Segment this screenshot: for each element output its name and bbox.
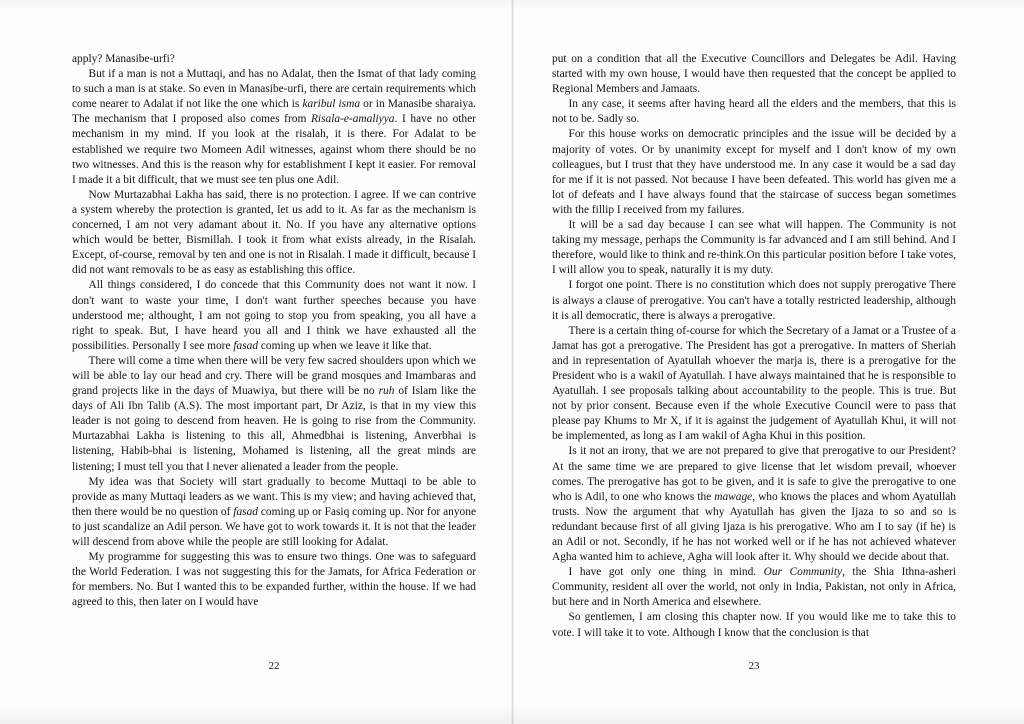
paragraph — [72, 67, 476, 188]
text-run: But if a man is not a Muttaqi, and has no Adalat, then the Ismat of that lady coming to such a man is at stake. So even in Manasibe-urfi, there are certain requirements which come nearer to Adalat if not like the one which is — [72, 68, 476, 111]
text-run: of Islam like the days of Ali Ibn Talib (A.S). The most important part, Dr Aziz, is that in my view this leader is not going to descend from heaven. He is going to rise from the Community. Murtazabhai Lakha is listening to this all, Ahmedbhai is listening, Anverbhai is listening, Habib-bhai is listening, Mohamed is listening, all the great minds are listening; I must tell you that I never alienated a leader from the people. — [72, 385, 476, 473]
page-gutter-crease — [511, 0, 514, 724]
text-run: For this house works on democratic principles and the issue will be decided by a majority of votes. Or by unanimity except for myself and I don't know of my own colleagues, but I trust that they have understood me. In any case it would be a sad day for me if it is not passed. Not because I have been defeated. This world has given me a lot of defeats and I have always found that the staircase of success began sometimes with the fillip I received from my failures. — [552, 128, 956, 216]
left-page-text-column — [72, 52, 476, 610]
right-page-text-column — [552, 52, 956, 641]
paragraph — [552, 52, 956, 97]
text-run: , the Shia Ithna-asheri Community, resident all over the world, not only in India, Pakistan, not only in Africa, but here and in North America and elsewhere. — [552, 566, 956, 609]
text-run: I forgot one point. There is no constitution which does not supply prerogative There is always a clause of prerogative. You can't have a totally restricted leadership, although it is all democratic, there is always a prerogative. — [552, 279, 956, 322]
paragraph — [72, 52, 476, 67]
italic-term: mawage — [714, 490, 753, 503]
paragraph — [72, 354, 476, 475]
text-run: Is it not an irony, that we are not prepared to give that prerogative to our President? At the same time we are prepared to give license that let wisdom prevail, whoever comes. The prerogative has got to be given, and it is safe to give the prerogative to one who is Adil, to one who knows the — [552, 445, 956, 503]
paragraph — [552, 610, 956, 640]
text-run: Now Murtazabhai Lakha has said, there is no protection. I agree. If we can contrive a system whereby the protection is granted, let us add to it. As far as the mechanism is concerned, I am not very adamant about it. No. If you have any alternative options which would be better, Bismillah. I took it from what exists already, in the Risalah. Except, of-course, removal by ten and one is not in Risalah. I made it difficult, because I did not want removals to be as easy as establishing this office. — [72, 188, 476, 277]
italic-term: fasad — [233, 339, 259, 352]
italic-term: karibul isma — [302, 98, 361, 111]
text-run: My programme for suggesting this was to ensure two things. One was to safeguard the World Federation. I was not suggesting this for the Jamats, for Africa Federation or for members. No. But I wanted this to be expanded further, within the house. If we had agreed to this, then later on I would have — [72, 551, 476, 609]
italic-term: Our Community — [763, 566, 843, 579]
right-page-number: 23 — [748, 660, 760, 672]
text-run: So gentlemen, I am closing this chapter now. If you would like me to take this to vote. I will take it to vote. Although I know that the conclusion is that — [552, 611, 956, 639]
text-run: . I have no other mechanism in my mind. If you look at the risalah, it is there. For Adalat to be established we require two Momeen Adil witnesses, against whom there should be no two witnesses. And this is the reason why for establishment I kept it easier. For removal I made it a bit difficult, that we must see ten plus one Adil. — [72, 113, 476, 186]
paragraph — [72, 188, 476, 279]
paragraph — [552, 444, 956, 565]
paragraph — [72, 475, 476, 550]
text-run: put on a condition that all the Executive Councillors and Delegates be Adil. Having started with my own house, I would have then requested that the concept be applied to Regional Members and Jamaats. — [552, 53, 956, 96]
text-run: In any case, it seems after having heard all the elders and the members, that this is not to be. Sadly so. — [552, 98, 956, 126]
paragraph — [552, 127, 956, 218]
text-run: I have got only one thing in mind. — [568, 566, 764, 579]
paragraph — [72, 550, 476, 610]
text-run: , who knows the places and whom Ayatullah trusts. Now the argument that why Ayatullah has given the Ijaza to so and so is redundant because first of all giving Ijaza is his prerogative. Who am I to say (if he) is an Adil or not. Secondly, if he has not worked well or if he has not achieved whatever Agha wanted him to achieve, Agha will look after it. Why should we decide about that. — [552, 490, 956, 564]
text-run: or in Manasibe sharaiya. The mechanism that I proposed also comes from — [72, 98, 476, 126]
italic-term: ruh — [378, 385, 395, 398]
paragraph — [552, 97, 956, 127]
text-run: It will be a sad day because I can see what will happen. The Community is not taking my message, perhaps the Community is far advanced and I am still behind. And I therefore, would like to think and re-think.On this particular position before I take votes, I will allow you to speak, naturally it is my duty. — [552, 219, 956, 277]
left-page-number: 22 — [268, 660, 280, 672]
text-run: All things considered, I do concede that this Community does not want it now. I don't want to waste your time, I don't want further speeches because you have understood me; althought, I am not going to stop you from speaking, you all have a right to speak. But, I have heard you all and I think we have exhausted all the possibilities. Personally I see more — [72, 279, 476, 352]
text-run: apply? Manasibe-urfi? — [72, 53, 175, 65]
text-run: There will come a time when there will be very few sacred shoulders upon which we will be able to lay our head and cry. There will be grand mosques and Imambaras and grand projects like in the days of Muawiya, but there will be no — [72, 354, 476, 398]
right-page — [512, 0, 1024, 724]
italic-term: fasad — [233, 505, 258, 518]
paragraph — [552, 324, 956, 445]
paragraph — [552, 565, 956, 610]
text-run: There is a certain thing of-course for which the Secretary of a Jamat or a Trustee of a Jamat has got a prerogative. The President has got a prerogative. In matters of Sheriah and in representation of Ayatullah whoever the marja is, there is a prerogative for the President who is a wakil of Ayatullah. I have always maintained that he is responsible to Ayatullah. I see proposals talking about accountability to the people. This is true. But not by prior consent. Because even if the whole Executive Council were to pass that please pay Khums to Mr X, if it is against the judgement of Ayatullah Khui, it will not be implemented, as long as I am wakil of Agha Khui in this position. — [552, 324, 956, 443]
paragraph — [552, 218, 956, 278]
text-run: coming up or Fasiq coming up. Nor for anyone to just scandalize an Adil person. We have got to work towards it. It is not that the leader will descend from above while the people are still looking for Adalat. — [72, 505, 476, 548]
paragraph — [72, 278, 476, 353]
text-run: My idea was that Society will start gradually to become Muttaqi to be able to provide as many Muttaqi leaders as we want. This is my view; and having achieved that, then there would be no question of — [72, 475, 476, 518]
italic-term: Risala-e-amaliyya — [310, 113, 395, 126]
text-run: coming up when we leave it like that. — [258, 339, 432, 352]
paragraph — [552, 278, 956, 323]
